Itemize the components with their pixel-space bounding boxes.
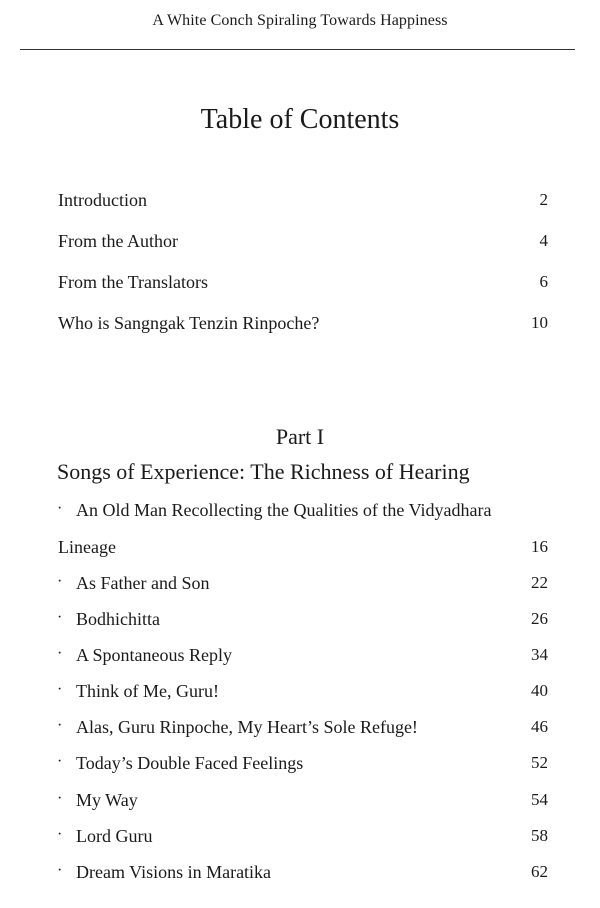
toc-entry-page: 10 (531, 313, 548, 332)
toc-entry-page: 58 (531, 826, 548, 845)
toc-entry-page: 40 (531, 681, 548, 700)
toc-entry-label: Today’s Double Faced Feelings (76, 753, 304, 773)
bullet: · (57, 790, 63, 807)
bullet: · (57, 826, 63, 843)
toc-entry-dream-visions[interactable] (0, 862, 600, 892)
toc-entry-page: 6 (539, 272, 548, 291)
toc-entry-page: 4 (539, 231, 548, 250)
toc-entry-from-the-author[interactable] (0, 231, 600, 261)
toc-entry-label: Dream Visions in Maratika (76, 862, 272, 882)
toc-entry-page: 46 (531, 717, 548, 736)
toc-entry-label: A Spontaneous Reply (76, 645, 232, 665)
toc-title: Table of Contents (200, 104, 400, 135)
toc-entry-who-is-rinpoche[interactable] (0, 313, 600, 343)
header-rule (20, 49, 575, 50)
part-subtitle: Songs of Experience: The Richness of Hearing (57, 459, 470, 484)
toc-entry-label: Think of Me, Guru! (76, 681, 219, 701)
bullet: · (57, 573, 63, 590)
toc-entry-as-father-and-son[interactable] (0, 573, 600, 603)
toc-entry-label: Introduction (58, 190, 147, 210)
running-header: A White Conch Spiraling Towards Happiness (152, 12, 448, 29)
toc-entry-from-the-translators[interactable] (0, 272, 600, 302)
bullet: · (57, 717, 63, 734)
bullet: · (57, 645, 63, 662)
toc-entry-spontaneous-reply[interactable] (0, 645, 600, 675)
bullet: · (57, 862, 63, 879)
toc-entry-double-faced-feelings[interactable] (0, 753, 600, 783)
toc-entry-lord-guru[interactable] (0, 826, 600, 856)
part-title: Part I (275, 424, 325, 449)
toc-entry-label: As Father and Son (76, 573, 210, 593)
toc-entry-label: My Way (76, 790, 138, 810)
toc-entry-label: Alas, Guru Rinpoche, My Heart’s Sole Refuge! (76, 717, 418, 737)
bullet: · (57, 753, 63, 770)
toc-entry-page: 2 (539, 190, 548, 209)
toc-entry-page: 62 (531, 862, 548, 881)
toc-entry-bodhichitta[interactable] (0, 609, 600, 639)
toc-entry-label: From the Author (58, 231, 178, 251)
toc-entry-alas-guru-rinpoche[interactable] (0, 717, 600, 747)
toc-entry-introduction[interactable] (0, 190, 600, 220)
toc-entry-think-of-me-guru[interactable] (0, 681, 600, 711)
toc-entry-label: From the Translators (58, 272, 209, 292)
toc-entry-page: 34 (531, 645, 548, 664)
toc-entry-label: Bodhichitta (76, 609, 160, 629)
toc-entry-page: 22 (531, 573, 548, 592)
toc-entry-page: 26 (531, 609, 548, 628)
bullet: · (57, 609, 63, 626)
bullet: · (57, 681, 63, 698)
toc-entry-old-man[interactable] (0, 500, 600, 530)
toc-entry-label: Who is Sangngak Tenzin Rinpoche? (58, 313, 320, 333)
bullet: · (57, 500, 63, 517)
toc-entry-my-way[interactable] (0, 790, 600, 820)
toc-entry-page: 16 (531, 537, 548, 556)
toc-entry-label-continuation: Lineage (58, 537, 116, 557)
toc-entry-page: 52 (531, 753, 548, 772)
toc-entry-label: An Old Man Recollecting the Qualities of the Vidyadhara (76, 500, 492, 520)
toc-entry-label: Lord Guru (76, 826, 153, 846)
toc-entry-page: 54 (531, 790, 548, 809)
toc-entry-old-man-continuation[interactable] (0, 537, 600, 567)
